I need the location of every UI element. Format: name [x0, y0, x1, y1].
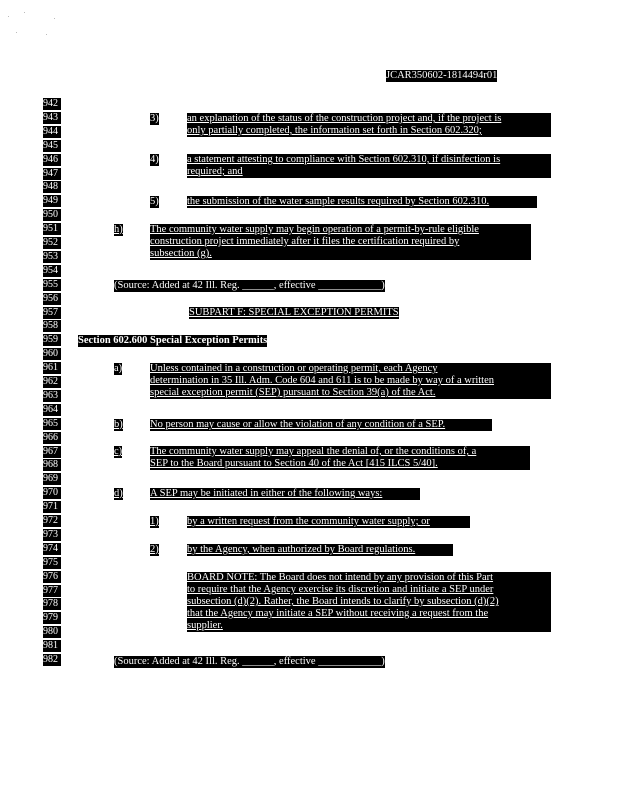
item-marker: 1) [150, 516, 159, 527]
line-number: 965 [43, 418, 61, 430]
line-number: 968 [43, 459, 61, 471]
subsection-text: Unless contained in a construction or operating permit, each Agency determination in 35 Ill. Adm. Code 604 and 611 is to be made by way of a written special exception permit (SEP) pursuant to Section 39(a) of the Act. [150, 363, 551, 399]
subsection-text: The community water supply may appeal the denial of, or the conditions of, a SEP to the Board pursuant to Section 40 of the Act [415 ILCS 5/40]. [150, 446, 530, 470]
source-note: (Source: Added at 42 Ill. Reg. ______, effective ____________) [114, 656, 385, 667]
item-text: a statement attesting to compliance with Section 602.310, if disinfection is required; and [187, 154, 551, 178]
line-number: 975 [43, 557, 61, 569]
line-number: 944 [43, 126, 61, 138]
line-number: 973 [43, 529, 61, 541]
line-number: 967 [43, 446, 61, 458]
document-id: JCAR350602-1814494r01 [386, 70, 498, 81]
scan-specks [6, 10, 66, 40]
line-number: 982 [43, 654, 61, 666]
line-number: 978 [43, 598, 61, 610]
line-number: 976 [43, 571, 61, 583]
line-number: 960 [43, 348, 61, 360]
line-number: 979 [43, 612, 61, 624]
line-number: 945 [43, 140, 61, 152]
line-number: 980 [43, 626, 61, 638]
subsection-marker: a) [114, 363, 123, 374]
line-number: 962 [43, 376, 61, 388]
item-marker: 5) [150, 196, 159, 207]
item-marker: 2) [150, 544, 159, 555]
line-number: 948 [43, 181, 61, 193]
line-number: 961 [43, 362, 61, 374]
board-note: BOARD NOTE: The Board does not intend by any provision of this Part to require that the Agency exercise its discretion and initiate a SEP under subsection (d)(2). Rather, the Board intends to clarify by subsection (d)(2) that the Agency may initiate a SEP without receiving a request from the supplier. [187, 572, 551, 632]
line-number: 950 [43, 209, 61, 221]
section-title: Section 602.600 Special Exception Permits [78, 335, 268, 346]
source-note: (Source: Added at 42 Ill. Reg. ______, effective ____________) [114, 280, 385, 291]
line-number: 946 [43, 154, 61, 166]
paragraph-text: The community water supply may begin operation of a permit-by-rule eligible construction project immediately after it files the certification required by subsection (g). [150, 224, 531, 260]
item-text: an explanation of the status of the construction project and, if the project is only partially completed, the information set forth in Section 602.320; [187, 113, 551, 137]
line-number: 964 [43, 404, 61, 416]
line-number: 953 [43, 251, 61, 263]
line-number: 963 [43, 390, 61, 402]
line-number: 955 [43, 279, 61, 291]
subsection-marker: d) [114, 488, 123, 499]
subsection-text: A SEP may be initiated in either of the following ways: [150, 488, 420, 500]
line-number: 977 [43, 585, 61, 597]
line-number: 972 [43, 515, 61, 527]
line-number: 951 [43, 223, 61, 235]
line-number: 958 [43, 320, 61, 332]
line-number: 949 [43, 195, 61, 207]
subsection-marker: c) [114, 446, 123, 457]
subpart-title: SUBPART F: SPECIAL EXCEPTION PERMITS [189, 307, 399, 318]
subsection-text: No person may cause or allow the violation of any condition of a SEP. [150, 419, 492, 431]
line-number: 966 [43, 432, 61, 444]
line-number: 974 [43, 543, 61, 555]
line-number: 970 [43, 487, 61, 499]
item-text: the submission of the water sample results required by Section 602.310. [187, 196, 537, 208]
line-number: 969 [43, 473, 61, 485]
line-number: 957 [43, 307, 61, 319]
line-number: 943 [43, 112, 61, 124]
item-text: by a written request from the community water supply; or [187, 516, 470, 528]
line-number: 954 [43, 265, 61, 277]
item-marker: 4) [150, 154, 159, 165]
item-marker: 3) [150, 113, 159, 124]
line-number: 942 [43, 98, 61, 110]
subsection-marker: b) [114, 419, 123, 430]
paragraph-marker: h) [114, 224, 123, 235]
line-number: 959 [43, 334, 61, 346]
line-number: 952 [43, 237, 61, 249]
line-number: 971 [43, 501, 61, 513]
line-number: 956 [43, 293, 61, 305]
item-text: by the Agency, when authorized by Board regulations. [187, 544, 453, 556]
line-number: 947 [43, 168, 61, 180]
line-number: 981 [43, 640, 61, 652]
